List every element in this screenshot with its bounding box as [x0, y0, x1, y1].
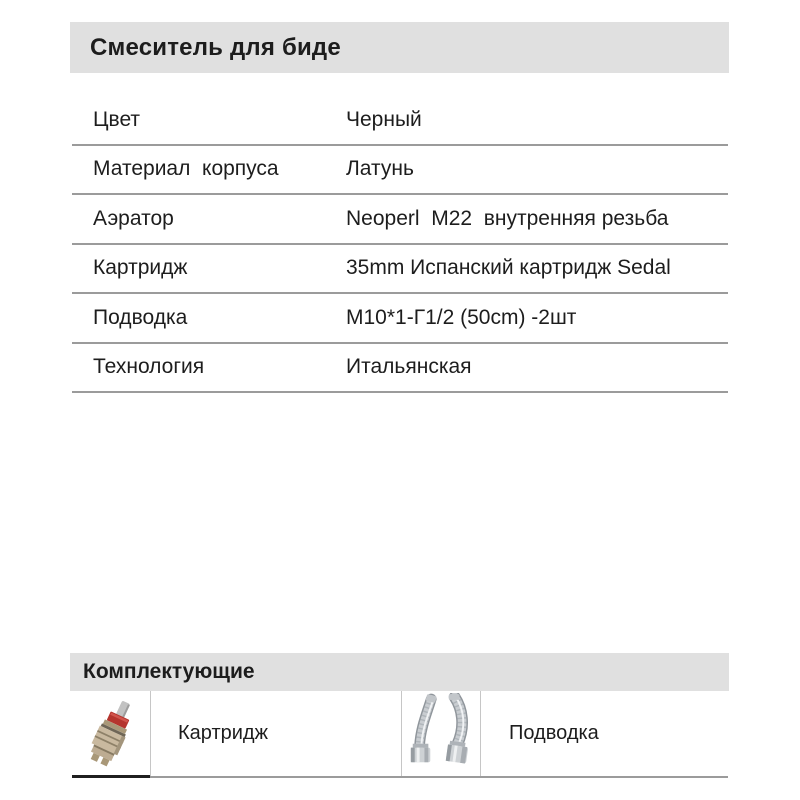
spec-table	[72, 96, 728, 393]
components-title: Комплектующие	[83, 660, 255, 683]
spec-row	[72, 294, 728, 344]
spec-label: Технология	[93, 355, 205, 379]
spec-label: Материал корпуса	[93, 157, 279, 181]
hose-icon	[404, 693, 478, 775]
spec-row	[72, 96, 728, 146]
bottom-dark-divider	[72, 775, 150, 778]
cartridge-image-cell	[72, 691, 150, 776]
component-name-cell	[150, 691, 401, 776]
components-row	[72, 691, 728, 778]
spec-label: Картридж	[93, 256, 188, 280]
spec-value: Латунь	[346, 157, 414, 181]
spec-label: Аэратор	[93, 206, 174, 230]
spec-row	[72, 146, 728, 196]
components-section-header	[70, 653, 729, 691]
spec-row	[72, 195, 728, 245]
spec-value: Neoperl M22 внутренняя резьба	[346, 206, 669, 230]
cartridge-icon	[76, 693, 146, 775]
spec-value: Итальянская	[346, 355, 472, 379]
spec-row	[72, 245, 728, 295]
spec-value: M10*1-Г1/2 (50cm) -2шт	[346, 305, 577, 329]
component-name: Картридж	[178, 722, 268, 744]
hose-image-cell	[401, 691, 480, 776]
spec-section-header	[70, 22, 729, 73]
page-title: Смеситель для биде	[90, 33, 341, 61]
spec-value: 35mm Испанский картридж Sedal	[346, 256, 671, 280]
spec-row	[72, 344, 728, 394]
component-name: Подводка	[509, 722, 599, 744]
spec-label: Цвет	[93, 107, 141, 131]
component-name-cell	[480, 691, 728, 776]
spec-value: Черный	[346, 107, 422, 131]
spec-label: Подводка	[93, 305, 188, 329]
